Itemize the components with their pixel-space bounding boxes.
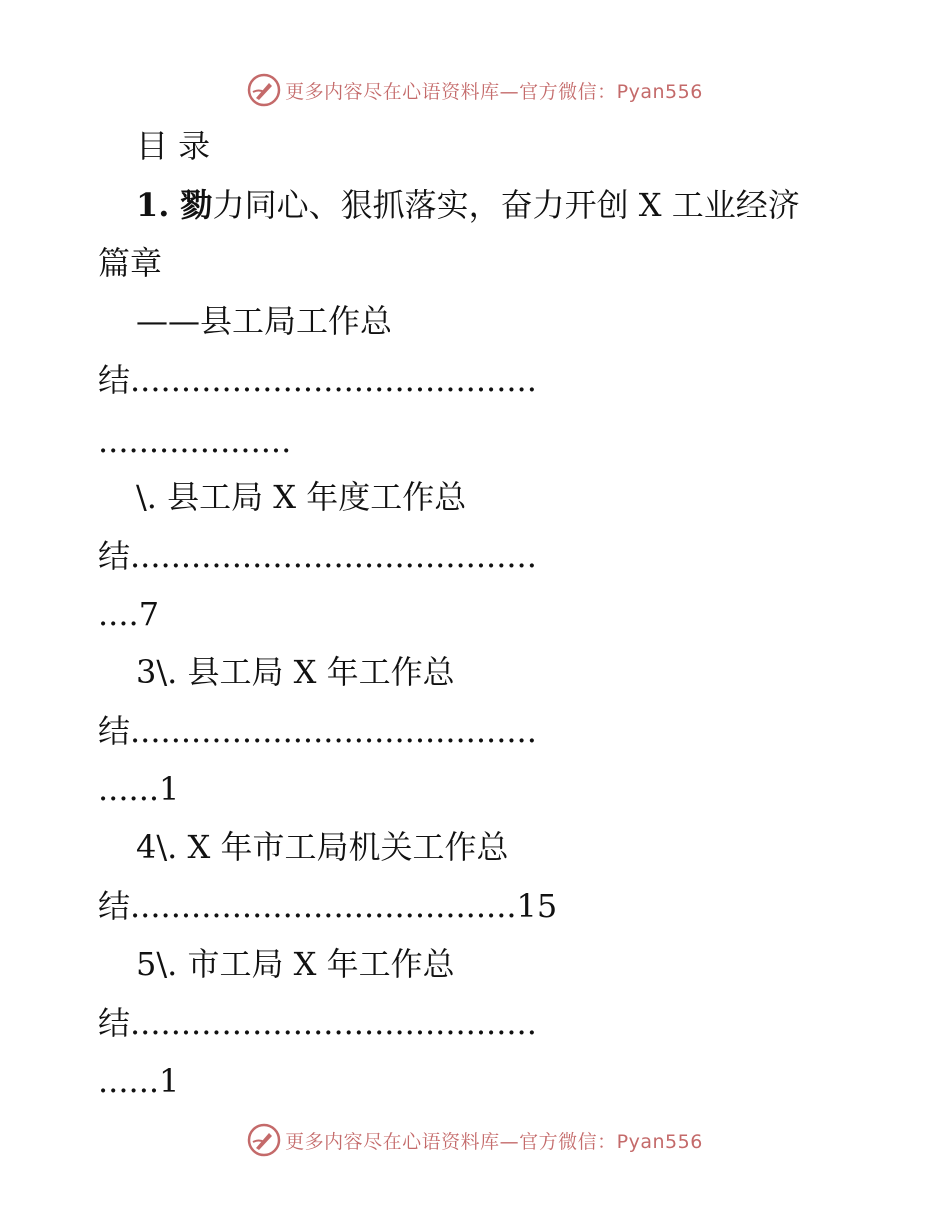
toc-entry-1-line-5: ................... <box>98 422 292 460</box>
toc-entry-1-line-3: ——县工局工作总 <box>136 302 393 340</box>
toc-entry-4-line-2: 结......................................15 <box>98 887 558 925</box>
header-watermark <box>0 70 950 110</box>
toc-entry-1-line-1 <box>136 185 896 225</box>
toc-entry-3-line-2: 结........................................ <box>98 712 537 750</box>
watermark-text: 更多内容尽在心语资料库—官方微信：Pyan556 <box>285 80 703 103</box>
toc-entry-4-line-1: 4\. X 年市工局机关工作总 <box>136 828 509 866</box>
toc-entry-1-line-4: 结........................................ <box>98 361 537 399</box>
toc-entry-1-line-2: 篇章 <box>98 244 163 282</box>
toc-entry-5-line-2: 结........................................ <box>98 1004 537 1042</box>
watermark-text: 更多内容尽在心语资料库—官方微信：Pyan556 <box>285 1130 703 1153</box>
pen-logo-icon <box>247 73 281 107</box>
pen-logo-icon <box>247 1123 281 1157</box>
toc-entry-2-line-1: \. 县工局 X 年度工作总 <box>136 478 467 516</box>
toc-entry-5-line-3: ......1 <box>98 1062 180 1100</box>
toc-entry-2-line-2: 结........................................ <box>98 537 537 575</box>
toc-entry-1-rest: 力同心、狠抓落实，奋力开创 X 工业经济 <box>212 186 800 224</box>
toc-entry-2-line-3: ....7 <box>98 595 160 633</box>
toc-entry-3-line-1: 3\. 县工局 X 年工作总 <box>136 653 455 691</box>
toc-title: 目 录 <box>136 127 211 165</box>
toc-entry-3-line-3: ......1 <box>98 770 180 808</box>
footer-watermark <box>0 1120 950 1160</box>
toc-entry-1-lead: 1. 勠 <box>136 186 213 224</box>
toc-entry-5-line-1: 5\. 市工局 X 年工作总 <box>136 945 455 983</box>
